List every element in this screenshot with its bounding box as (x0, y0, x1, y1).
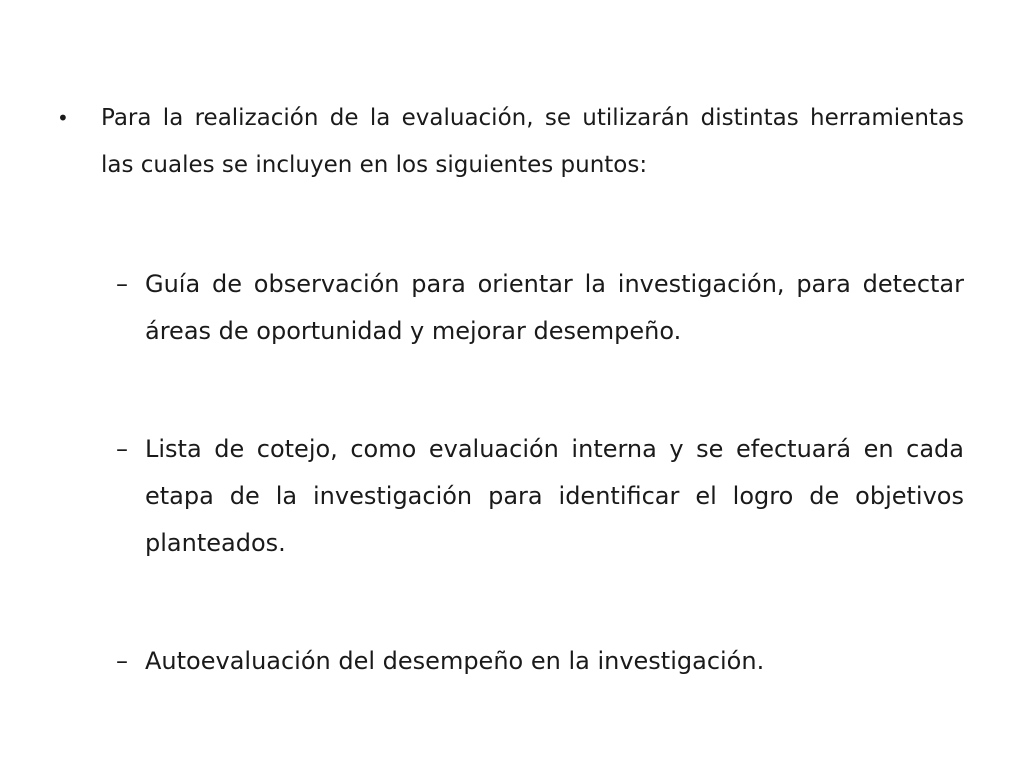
sub-item-checklist (116, 426, 964, 567)
bullet-text: Para la realización de la evaluación, se utilizarán distintas herramientas las cuales se incluyen en los siguientes puntos: (101, 105, 964, 178)
dash-marker: – (116, 435, 128, 463)
bullet-marker: • (57, 106, 69, 130)
sub-item-text: Guía de observación para orientar la investigación, para detectar áreas de oportunidad y mejorar desempeño. (145, 270, 964, 345)
dash-marker: – (116, 270, 128, 298)
bullet-item (57, 95, 964, 189)
sub-item-observation-guide (116, 261, 964, 355)
dash-marker: – (116, 647, 128, 675)
sub-item-text: Autoevaluación del desempeño en la investigación. (145, 647, 765, 675)
sub-item-self-evaluation (116, 638, 964, 685)
sub-item-text: Lista de cotejo, como evaluación interna y se efectuará en cada etapa de la investigación para identificar el logro de objetivos planteados. (145, 435, 964, 557)
